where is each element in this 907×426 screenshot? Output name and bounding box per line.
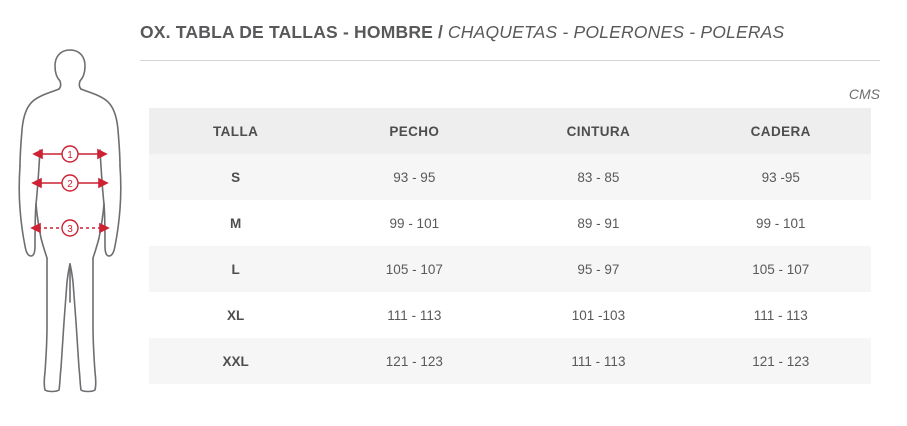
cell-pecho: 105 - 107 (385, 261, 443, 277)
title-subtitle: CHAQUETAS - POLERONES - POLERAS (447, 22, 785, 42)
column-header-cadera: CADERA (750, 123, 811, 139)
size-table (149, 108, 871, 384)
units-label: CMS (848, 86, 880, 102)
cell-pecho: 93 - 95 (393, 169, 436, 185)
cell-cadera: 99 - 101 (755, 215, 806, 231)
column-header-cintura: CINTURA (566, 123, 631, 139)
cell-pecho: 121 - 123 (385, 353, 443, 369)
table-body (149, 154, 871, 384)
cell-talla: XL (227, 307, 245, 323)
table-row (149, 200, 871, 246)
table-header (149, 108, 871, 154)
measure-marker-3-label: 3 (67, 224, 73, 235)
cell-pecho: 111 - 113 (387, 307, 442, 323)
page-title (140, 22, 880, 58)
table-row (149, 246, 871, 292)
table-row (149, 154, 871, 200)
measure-marker-1-label: 1 (67, 150, 73, 161)
body-figure-panel (0, 0, 140, 426)
column-header-talla: TALLA (213, 123, 259, 139)
measure-marker-2-label: 2 (67, 179, 73, 190)
title-main: OX. TABLA DE TALLAS - HOMBRE (140, 22, 434, 42)
cell-cintura: 89 - 91 (577, 215, 620, 231)
table-header-row (149, 108, 871, 154)
cell-cadera: 93 -95 (761, 169, 800, 185)
table-row (149, 292, 871, 338)
column-header-pecho: PECHO (389, 123, 440, 139)
male-body-figure-icon (14, 46, 126, 396)
title-divider (140, 60, 880, 61)
chart-content (140, 0, 907, 426)
table-row (149, 338, 871, 384)
cell-talla: XXL (222, 353, 249, 369)
cell-cadera: 111 - 113 (753, 307, 808, 323)
cell-cintura: 95 - 97 (577, 261, 620, 277)
cell-cadera: 105 - 107 (752, 261, 810, 277)
cell-cintura: 101 -103 (571, 307, 626, 323)
cell-talla: L (231, 261, 240, 277)
cell-cadera: 121 - 123 (752, 353, 810, 369)
cell-cintura: 111 - 113 (571, 353, 626, 369)
cell-talla: S (231, 169, 241, 185)
cell-cintura: 83 - 85 (577, 169, 620, 185)
cell-talla: M (230, 215, 242, 231)
title-separator: / (438, 22, 443, 42)
cell-pecho: 99 - 101 (389, 215, 440, 231)
